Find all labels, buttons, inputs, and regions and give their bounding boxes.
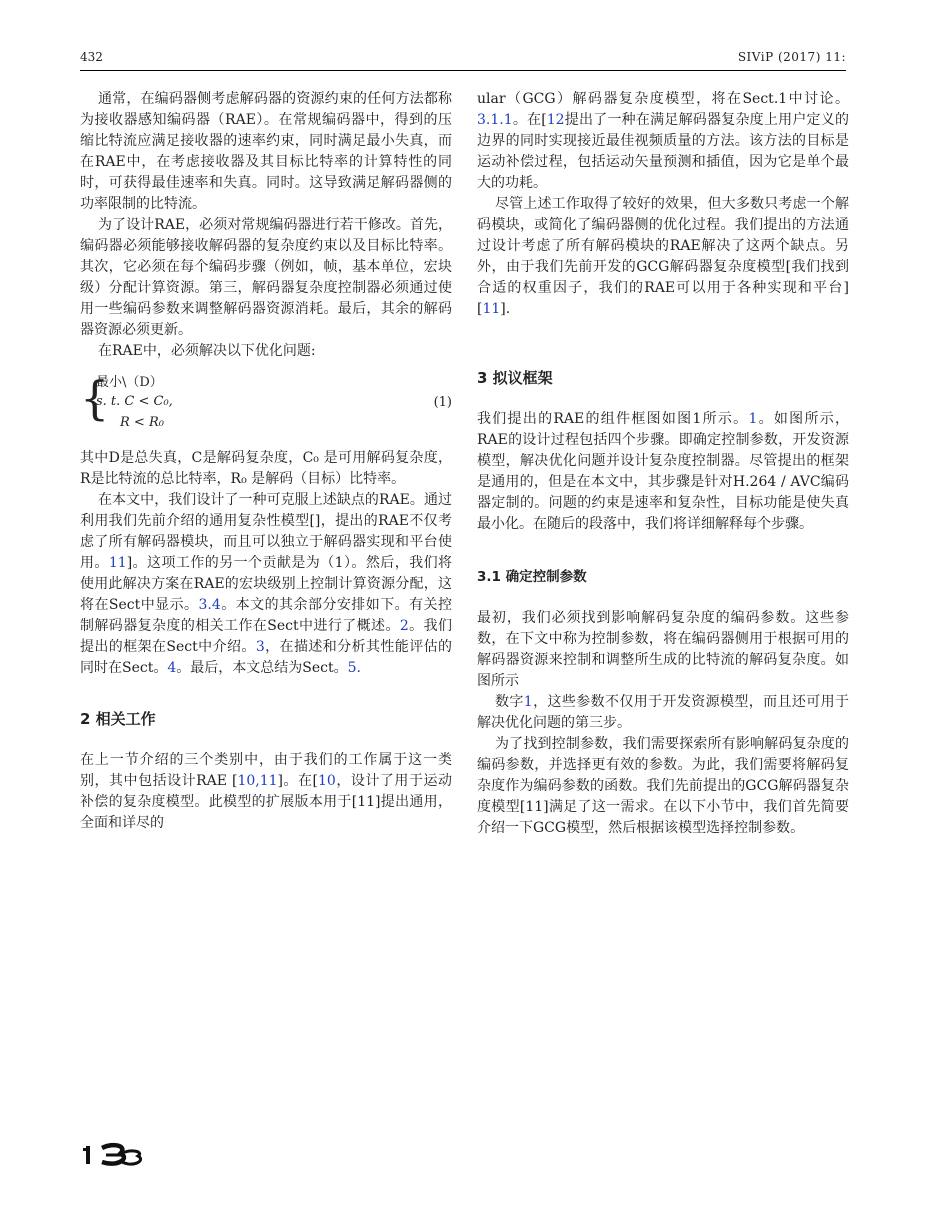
text-run: 提出了一种在满足解码器复杂度上用户定义的边界的同时实现接近最佳视频质量的方法。该方法的目标是运动补偿过程，包括运动矢量预测和插值，因为它是单个最大的功耗。 xyxy=(477,112,849,191)
text-run: 尽管上述工作取得了较好的效果，但大多数只考虑一个解码模块，或简化了编码器侧的优化过程。我们提出的方法通过设计考虑了所有解码模块的RAE解决了这两个缺点。另外，由于我们先前开发的GCG解码器复杂度模型[我们找到合适的权重因子，我们的RAE可以用于各种实现和平台] [ xyxy=(477,196,849,317)
citation-link[interactable]: 10,11 xyxy=(237,773,278,789)
paragraph: 最初，我们必须找到影响解码复杂度的编码参数。这些参数，在下文中称为控制参数，将在编码器侧用于根据可用的解码器资源来控制和调整所生成的比特流的解码复杂度。如图所示 xyxy=(477,610,849,689)
paragraph: 其中D是总失真，C是解码复杂度，C₀ 是可用解码复杂度，R是比特流的总比特率，R₀ 是解码（目标）比特率。 xyxy=(80,450,452,487)
section-heading: 3 拟议框架 xyxy=(477,369,553,387)
text-run: ]. xyxy=(500,301,511,317)
paragraph xyxy=(477,692,849,734)
paragraph xyxy=(477,194,849,320)
equation-constraint-complexity: s. t. C < C₀, xyxy=(96,394,173,409)
text-run: ，在描述和分析其性能评估的同时在Sect。 xyxy=(80,639,453,676)
section-link[interactable]: 3.4 xyxy=(198,597,221,613)
text-run: 在上一节介绍的三个类别中，由于我们的工作属于这一类别，其中包括设计RAE [ xyxy=(80,752,452,789)
paragraph xyxy=(80,750,452,834)
section-link[interactable]: 3.1.1 xyxy=(477,112,513,128)
citation-link[interactable]: 12 xyxy=(546,112,565,128)
text-run: 。最后，本文总结为Sect。 xyxy=(176,660,348,676)
paragraph: 为了设计RAE，必须对常规编码器进行若干修改。首先，编码器必须能够接收解码器的复杂度约束以及目标比特率。其次，它必须在每个编码步骤（例如，帧，基本单位，宏块级）分配计算资源。第三，解码器复杂度控制器必须通过使用一些编码参数来调整解码器资源消耗。最后，其余的解码器资源必须更新。 xyxy=(80,217,452,338)
citation-link[interactable]: 11 xyxy=(482,301,501,317)
page-number: 432 xyxy=(80,50,103,64)
paragraph: 通常，在编码器侧考虑解码器的资源约束的任何方法都称为接收器感知编码器（RAE）。在常规编码器中，得到的压缩比特流应满足接收器的速率约束，同时满足最小失真，而在RAE中，在考虑接收器及其目标比特率的计算特性的同时，可获得最佳速率和失真。同时。这导致满足解码器侧的功率限制的比特流。 xyxy=(80,91,452,212)
subsection-heading: 3.1 确定控制参数 xyxy=(477,569,587,585)
text-run: ular（GCG）解码器复杂度模型，将在Sect.1中讨论。 xyxy=(477,91,849,107)
equation-constraint-rate: R < R₀ xyxy=(120,415,164,430)
left-column xyxy=(80,89,452,834)
equation-1 xyxy=(80,372,452,440)
citation-link[interactable]: 11 xyxy=(108,555,127,571)
figure-link[interactable]: 1 xyxy=(748,411,758,427)
text-run: 。如图所示，RAE的设计过程包括四个步骤。即确定控制参数，开发资源模型，解决优化问题并设计复杂度控制器。尽管提出的框架是通用的，但是在本文中，其步骤是针对H.264 / AVC编码器定制的。问题的约束是速率和复杂性，目标功能是使失真最小化。在随后的段落中，我们将详细解释每个步骤。 xyxy=(477,411,850,532)
text-run: ，设计了用于运动补偿的复杂度模型。此模型的扩展版本用于[11]提出通用，全面和详尽的 xyxy=(80,773,452,831)
text-run: ，这些参数不仅用于开发资源模型，而且还可用于解决优化问题的第三步。 xyxy=(477,694,850,731)
text-run: 。本文的其余部分安排如下。有关控制解码器复杂度的相关工作在Sect中进行了概述。 xyxy=(80,597,453,634)
text-run: 。在[ xyxy=(512,112,547,128)
section-link[interactable]: 4 xyxy=(167,660,177,676)
paragraph xyxy=(477,409,849,535)
section-link[interactable]: 5 xyxy=(347,660,357,676)
text-run: 数字 xyxy=(495,694,524,710)
figure-link[interactable]: 1 xyxy=(523,694,533,710)
paragraph: 为了找到控制参数，我们需要探索所有影响解码复杂度的编码参数，并选择更有效的参数。为此，我们需要将解码复杂度作为编码参数的函数。我们先前提出的GCG解码器复杂度模型[11]满足了这一需求。在以下小节中，我们首先简要介绍一下GCG模型，然后根据该模型选择控制参数。 xyxy=(477,736,849,836)
citation-link[interactable]: 10 xyxy=(318,773,336,789)
equation-objective: 最小\（D） xyxy=(96,375,163,390)
text-run: ]。这项工作的另一个贡献是为（1）。然后，我们将使用此解决方案在RAE的宏块级别上控制计算资源分配，这将在Sect中显示。 xyxy=(80,555,453,613)
text-run: 在本文中，我们设计了一种可克服上述缺点的RAE。通过利用我们先前介绍的通用复杂性模型[]，提出的RAE不仅考虑了所有解码器模块，而且可以独立于解码器实现和平台使用。 xyxy=(80,492,452,571)
left-brace: { xyxy=(80,371,110,425)
section-link[interactable]: 3 xyxy=(255,639,265,655)
paragraph xyxy=(477,89,849,194)
text-run: 。我们提出的框架在Sect中介绍。 xyxy=(80,618,452,655)
page-header xyxy=(80,50,846,71)
section-link[interactable]: 2 xyxy=(399,618,409,634)
paragraph: 在RAE中，必须解决以下优化问题: xyxy=(98,343,316,359)
section-heading: 2 相关工作 xyxy=(80,710,156,728)
right-column xyxy=(477,89,849,839)
springer-logo-icon xyxy=(80,1142,150,1168)
text-run: . xyxy=(356,660,361,676)
journal-citation: SIViP (2017) 11: xyxy=(737,50,846,64)
equation-number: (1) xyxy=(433,395,452,410)
text-run: ]。在[ xyxy=(277,773,319,789)
text-run: 我们提出的RAE的组件框图如图1所示。 xyxy=(477,411,749,427)
paragraph xyxy=(80,490,452,679)
